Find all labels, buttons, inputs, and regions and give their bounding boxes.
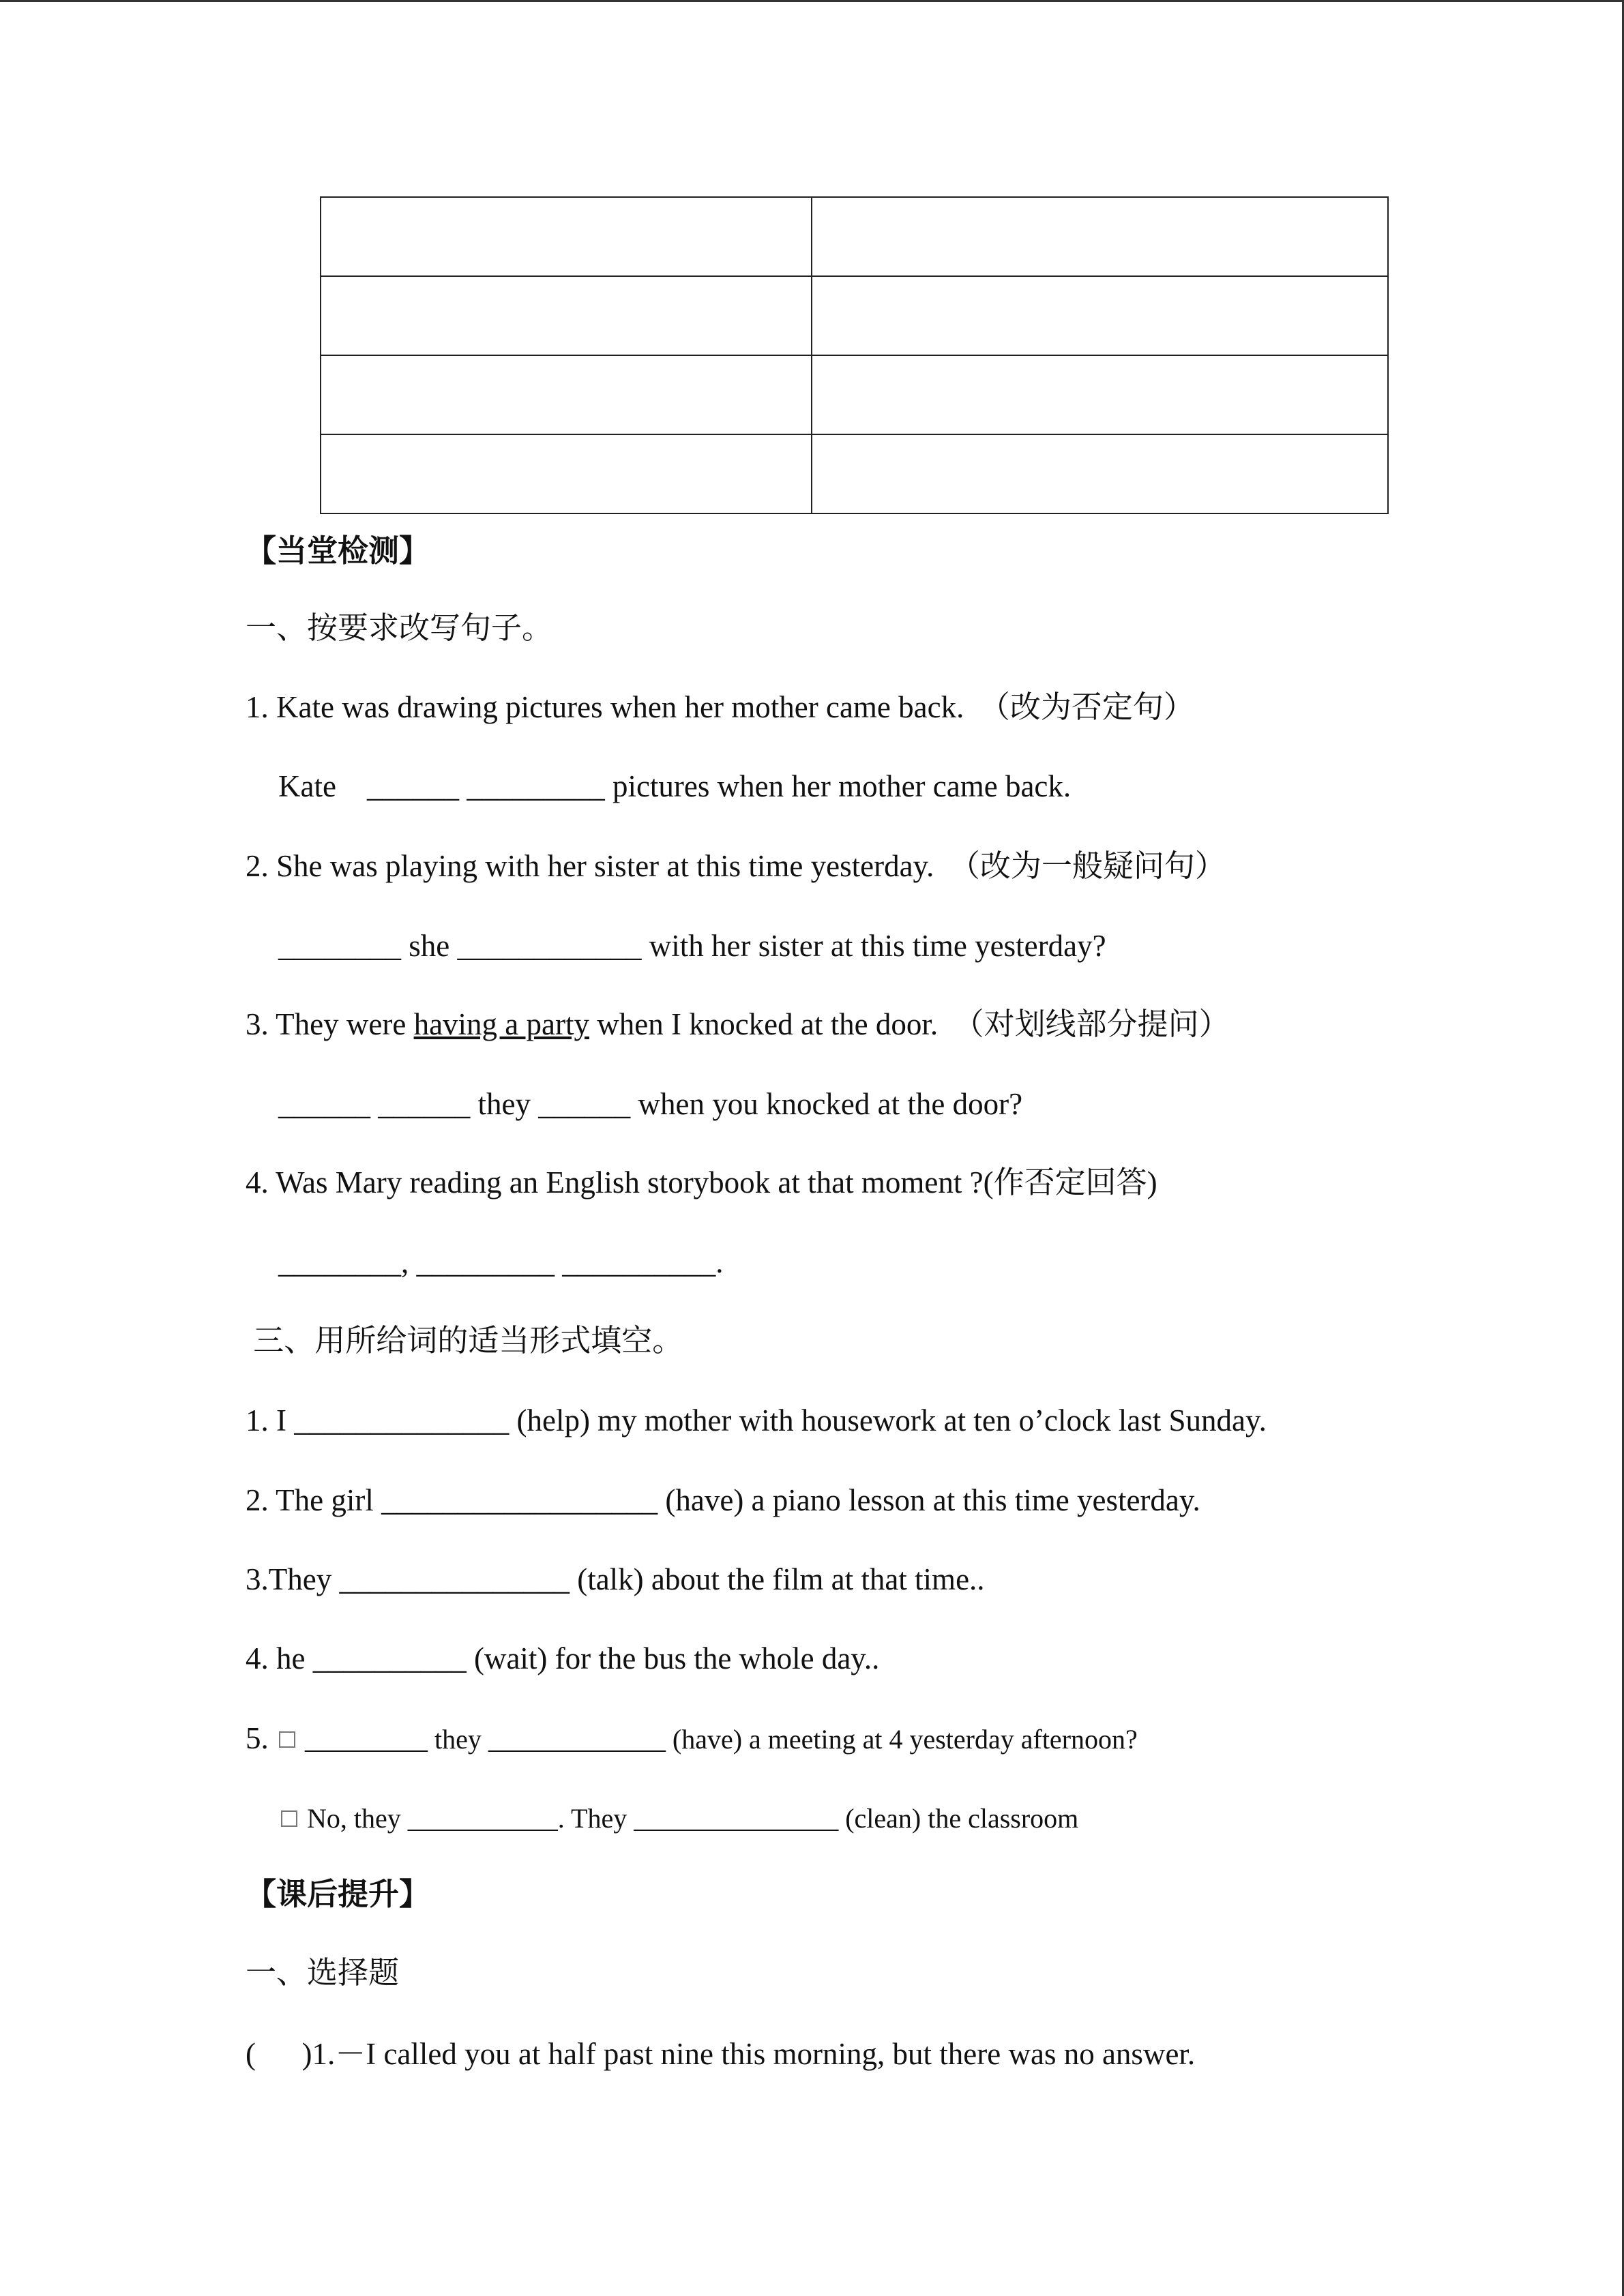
fill-question-5	[246, 1718, 1138, 1760]
page-top-border	[0, 0, 1624, 2]
rewrite-question-2: 2. She was playing with her sister at this time yesterday. （改为一般疑问句）	[246, 849, 1226, 883]
fill-answer-5-text: No, they ___________. They _______________ (clean) the classroom	[300, 1803, 1079, 1834]
table-cell	[321, 355, 812, 434]
section-heading-after-class: 【课后提升】	[246, 1877, 430, 1911]
rewrite-question-3-pre: 3. They were	[246, 1007, 414, 1041]
fill-question-3: 3.They _______________ (talk) about the film at that time..	[246, 1562, 985, 1596]
part-title-multiple-choice: 一、选择题	[246, 1956, 400, 1990]
fill-question-4: 4. he __________ (wait) for the bus the whole day..	[246, 1641, 880, 1675]
rewrite-question-1: 1. Kate was drawing pictures when her mother came back. （改为否定句）	[246, 690, 1194, 724]
fill-question-5-text: _________ they _____________ (have) a meeting at 4 yesterday afternoon?	[298, 1724, 1138, 1755]
table-row	[321, 197, 1388, 276]
table-row	[321, 276, 1388, 355]
missing-glyph-box-icon	[281, 1810, 297, 1827]
table-cell	[812, 434, 1388, 513]
fill-question-2: 2. The girl __________________ (have) a piano lesson at this time yesterday.	[246, 1483, 1200, 1517]
fill-answer-5	[278, 1797, 1078, 1839]
table-cell	[321, 276, 812, 355]
table-cell	[812, 355, 1388, 434]
table-row	[321, 434, 1388, 513]
rewrite-answer-2: ________ she ____________ with her sister at this time yesterday?	[278, 929, 1106, 963]
rewrite-answer-3: ______ ______ they ______ when you knocked at the door?	[278, 1087, 1023, 1121]
blank-table	[320, 196, 1389, 514]
rewrite-question-3-underlined: having a party	[413, 1007, 589, 1041]
rewrite-answer-4: ________, _________ __________.	[278, 1245, 724, 1279]
table-cell	[812, 276, 1388, 355]
rewrite-question-3-post: when I knocked at the door. （对划线部分提问）	[589, 1007, 1230, 1041]
part-title-fill-in: 三、用所给词的适当形式填空。	[246, 1324, 683, 1358]
choice-question-1: ( )1.－I called you at half past nine this morning, but there was no answer.	[246, 2037, 1196, 2071]
rewrite-question-3	[246, 1004, 1230, 1045]
missing-glyph-box-icon	[279, 1731, 295, 1748]
table-cell	[812, 197, 1388, 276]
rewrite-question-4: 4. Was Mary reading an English storybook at that moment ?(作否定回答)	[246, 1165, 1157, 1199]
table-cell	[321, 434, 812, 513]
table-cell	[321, 197, 812, 276]
fill-question-1: 1. I ______________ (help) my mother with housework at ten o’clock last Sunday.	[246, 1403, 1267, 1437]
part-title-rewrite: 一、按要求改写句子。	[246, 611, 553, 645]
table-row	[321, 355, 1388, 434]
rewrite-answer-1: Kate ______ _________ pictures when her mother came back.	[278, 769, 1072, 803]
section-heading-in-class-test: 【当堂检测】	[246, 534, 430, 568]
fill-question-5-number: 5.	[246, 1721, 269, 1755]
